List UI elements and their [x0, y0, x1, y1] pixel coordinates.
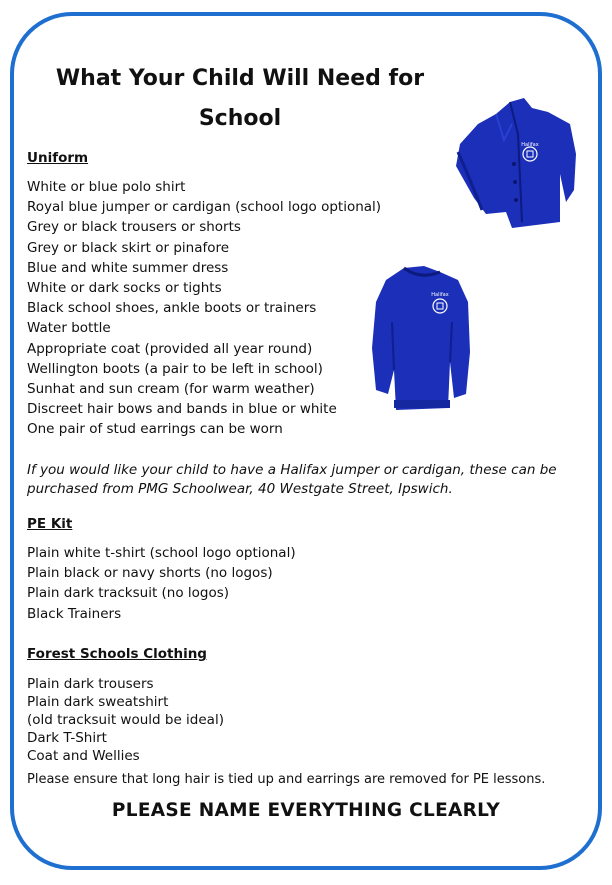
list-item: Plain black or navy shorts (no logos)	[27, 565, 273, 582]
list-item: Discreet hair bows and bands in blue or white	[27, 401, 337, 418]
uniform-heading: Uniform	[27, 150, 89, 166]
list-item: Blue and white summer dress	[27, 259, 229, 276]
name-everything-notice: PLEASE NAME EVERYTHING CLEARLY	[111, 800, 501, 821]
list-item: Royal blue jumper or cardigan (school logo optional)	[27, 199, 382, 216]
list-item: Appropriate coat (provided all year round)	[27, 340, 313, 357]
jumper-logo-text: Halifax	[431, 292, 449, 298]
pe-kit-list	[27, 543, 296, 624]
supplier-note: If you would like your child to have a Halifax jumper or cardigan, these can be purchased from PMG Schoolwear, 40 Westgate Street, Ipswich.	[27, 462, 557, 497]
list-item: Plain dark tracksuit (no logos)	[27, 585, 230, 602]
list-item: Dark T-Shirt	[27, 730, 107, 746]
page-title-line-2: School	[198, 106, 282, 131]
pe-kit-heading: PE Kit	[27, 516, 73, 532]
list-item: Plain white t-shirt (school logo optional)	[27, 545, 296, 561]
list-item: Black school shoes, ankle boots or trainers	[27, 300, 317, 317]
hair-note: Please ensure that long hair is tied up and earrings are removed for PE lessons.	[27, 772, 546, 787]
cardigan-logo-text: Halifax	[521, 142, 539, 148]
list-item: White or dark socks or tights	[27, 279, 222, 296]
list-item: Plain dark trousers	[27, 676, 154, 692]
forest-schools-list	[27, 675, 224, 765]
page-title-line-1: What Your Child Will Need for	[55, 66, 425, 91]
list-item: Sunhat and sun cream (for warm weather)	[27, 380, 315, 397]
jumper-image	[370, 262, 474, 412]
list-item: Black Trainers	[27, 605, 122, 622]
forest-schools-heading: Forest Schools Clothing	[27, 646, 207, 662]
list-item: (old tracksuit would be ideal)	[27, 712, 224, 728]
list-item: Water bottle	[27, 320, 111, 337]
uniform-list	[27, 177, 381, 439]
cardigan-image	[452, 94, 582, 234]
list-item: Coat and Wellies	[27, 748, 140, 764]
list-item: Grey or black skirt or pinafore	[27, 239, 230, 256]
list-item: One pair of stud earrings can be worn	[27, 421, 283, 438]
list-item: White or blue polo shirt	[27, 179, 186, 195]
list-item: Plain dark sweatshirt	[27, 694, 169, 710]
list-item: Grey or black trousers or shorts	[27, 219, 241, 236]
list-item: Wellington boots (a pair to be left in school)	[27, 360, 323, 377]
